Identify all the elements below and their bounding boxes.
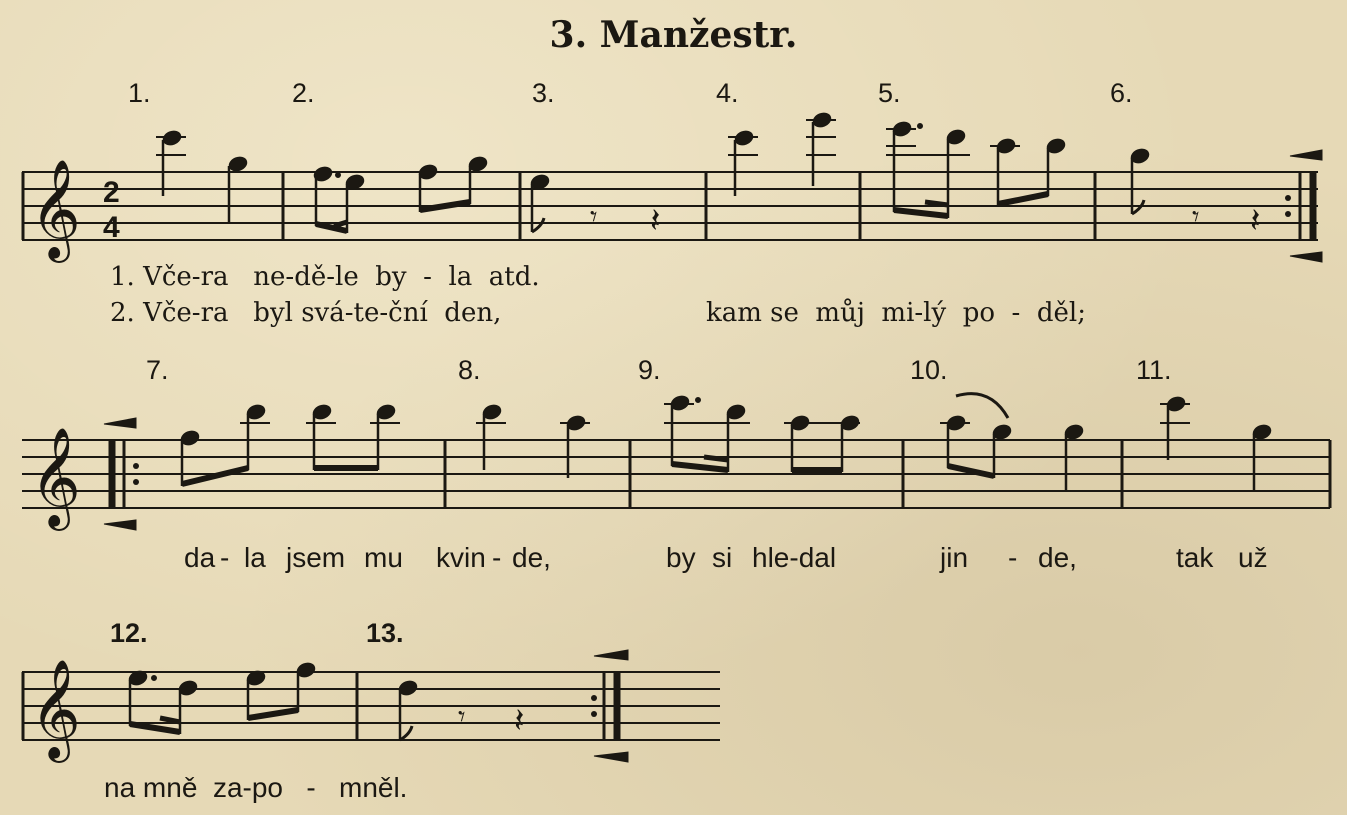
lyric-syllable: tak bbox=[1176, 542, 1214, 573]
measure-number-13: 13. bbox=[366, 618, 404, 648]
lyric-syllable: - bbox=[492, 542, 502, 573]
lyrics-line-3: na mně za-po - mněl. bbox=[104, 772, 408, 803]
lyrics-verse-2b: kam se můj mi-lý po - děl; bbox=[706, 298, 1086, 328]
lyrics-verse-1: 1. Vče-ra ne-dě-le by - la atd. bbox=[110, 262, 540, 292]
measure-number-9: 9. bbox=[638, 355, 661, 385]
measure-number-12: 12. bbox=[110, 618, 148, 648]
lyric-syllable: de, bbox=[512, 542, 551, 573]
measure-number-1: 1. bbox=[128, 78, 151, 108]
measure-number-8: 8. bbox=[458, 355, 481, 385]
svg-text:𝄾: 𝄾 bbox=[458, 700, 466, 733]
time-signature bbox=[103, 176, 120, 244]
lyric-syllable: da bbox=[184, 542, 216, 573]
lyric-syllable: - bbox=[1008, 542, 1018, 573]
lyric-syllable: la bbox=[244, 542, 266, 573]
measure-number-11: 11. bbox=[1136, 355, 1172, 385]
svg-text:4: 4 bbox=[103, 211, 120, 244]
svg-text:𝄾: 𝄾 bbox=[590, 200, 598, 233]
measure-number-2: 2. bbox=[292, 78, 315, 108]
lyric-syllable: mu bbox=[364, 542, 403, 573]
treble-clef-icon: 𝄞 bbox=[30, 427, 81, 527]
lyric-syllable: jin bbox=[940, 542, 969, 573]
svg-text:𝄾: 𝄾 bbox=[1192, 200, 1200, 233]
svg-text:2: 2 bbox=[103, 176, 120, 209]
measure-number-3: 3. bbox=[532, 78, 555, 108]
treble-clef-icon: 𝄞 bbox=[30, 159, 81, 259]
measure-number-10: 10. bbox=[910, 355, 948, 385]
lyrics-verse-2a: 2. Vče-ra byl svá-te-ční den, bbox=[110, 298, 502, 328]
lyric-syllable: jsem bbox=[286, 542, 346, 573]
staff-system-1 bbox=[22, 172, 1318, 240]
lyric-syllable: si bbox=[712, 542, 733, 573]
song-title: 3. Manžestr. bbox=[549, 14, 798, 56]
lyric-syllable: de, bbox=[1038, 542, 1077, 573]
measure-number-4: 4. bbox=[716, 78, 739, 108]
measure-number-7: 7. bbox=[146, 355, 169, 385]
lyric-syllable: by bbox=[666, 542, 696, 573]
svg-text:𝄽: 𝄽 bbox=[1250, 201, 1261, 241]
lyric-syllable: už bbox=[1238, 542, 1268, 573]
measure-number-6: 6. bbox=[1110, 78, 1133, 108]
lyric-syllable: hle-dal bbox=[752, 542, 837, 573]
lyric-syllable: - bbox=[220, 542, 230, 573]
svg-text:𝄽: 𝄽 bbox=[650, 201, 661, 241]
measure-number-5: 5. bbox=[878, 78, 901, 108]
treble-clef-icon: 𝄞 bbox=[30, 659, 81, 759]
lyric-syllable: kvin bbox=[436, 542, 486, 573]
svg-text:𝄽: 𝄽 bbox=[514, 701, 525, 741]
